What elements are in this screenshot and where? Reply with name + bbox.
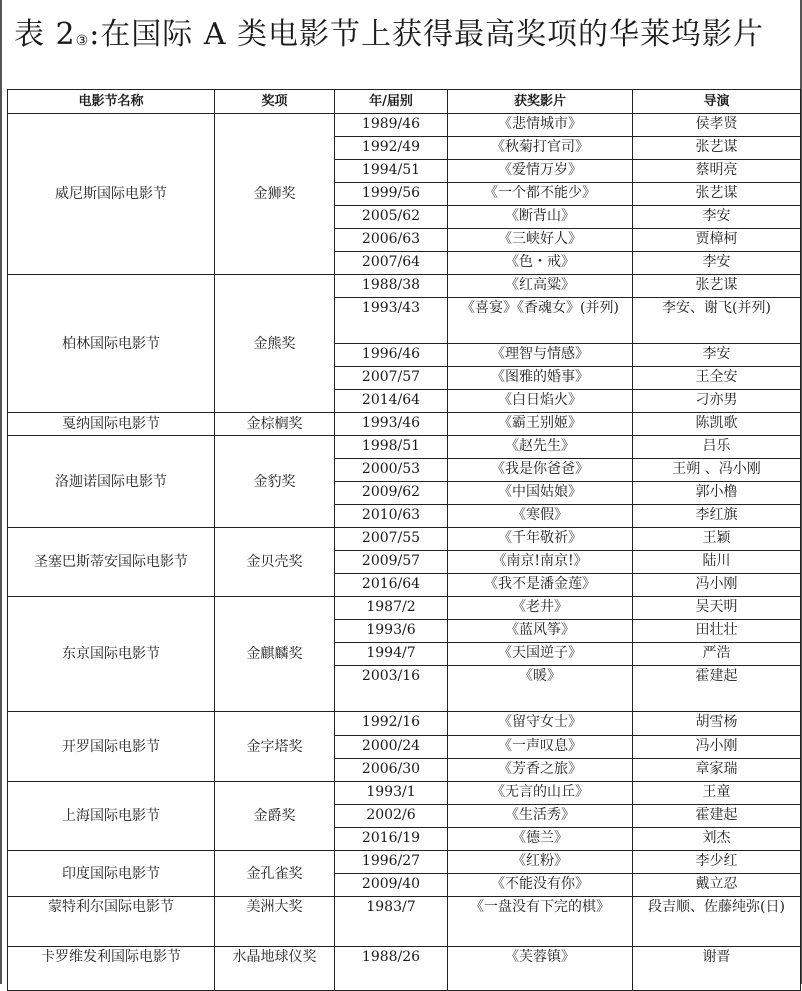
award-name-cell: 水晶地球仪奖 (215, 947, 335, 991)
film-title-cell: 《色・戒》 (448, 252, 633, 275)
director-cell: 吕乐 (633, 436, 801, 459)
year-cell: 1989/46 (335, 114, 448, 137)
award-table-container (7, 89, 800, 984)
award-name-cell: 美洲大奖 (215, 897, 335, 947)
director-cell: 王颖 (633, 528, 801, 551)
year-cell: 1988/38 (335, 275, 448, 298)
year-cell: 1992/49 (335, 137, 448, 160)
year-cell: 2007/64 (335, 252, 448, 275)
director-cell: 李安、谢飞(并列) (633, 298, 801, 344)
table-caption (14, 10, 794, 60)
year-cell: 1992/16 (335, 712, 448, 736)
header-director: 导演 (633, 90, 801, 114)
director-cell: 霍建起 (633, 666, 801, 712)
director-cell: 严浩 (633, 643, 801, 666)
festival-name-cell: 戛纳国际电影节 (8, 413, 215, 436)
film-title-cell: 《理智与情感》 (448, 344, 633, 367)
director-cell: 谢晋 (633, 947, 801, 991)
year-cell: 1988/26 (335, 947, 448, 991)
year-cell: 1998/51 (335, 436, 448, 459)
film-title-cell: 《红粉》 (448, 851, 633, 874)
year-cell: 2010/63 (335, 505, 448, 528)
table-row (8, 436, 801, 459)
film-title-cell: 《我不是潘金莲》 (448, 574, 633, 597)
year-cell: 2005/62 (335, 206, 448, 229)
director-cell: 刁亦男 (633, 390, 801, 413)
year-cell: 1993/1 (335, 782, 448, 805)
year-cell: 2009/57 (335, 551, 448, 574)
award-name-cell: 金爵奖 (215, 782, 335, 851)
header-award: 奖项 (215, 90, 335, 114)
table-row (8, 597, 801, 620)
header-row (8, 90, 801, 114)
film-title-cell: 《天国逆子》 (448, 643, 633, 666)
film-title-cell: 《无言的山丘》 (448, 782, 633, 805)
award-name-cell: 金豹奖 (215, 436, 335, 528)
header-film: 获奖影片 (448, 90, 633, 114)
director-cell: 田壮壮 (633, 620, 801, 643)
film-title-cell: 《悲情城市》 (448, 114, 633, 137)
year-cell: 2002/6 (335, 805, 448, 828)
film-title-cell: 《芳香之旅》 (448, 759, 633, 782)
year-cell: 2009/40 (335, 874, 448, 897)
caption-text: :在国际 A 类电影节上获得最高奖项的华莱坞影片 (89, 17, 765, 52)
film-title-cell: 《寒假》 (448, 505, 633, 528)
film-title-cell: 《秋菊打官司》 (448, 137, 633, 160)
director-cell: 李安 (633, 344, 801, 367)
film-title-cell: 《千年敬祈》 (448, 528, 633, 551)
year-cell: 2000/24 (335, 736, 448, 759)
year-cell: 2007/57 (335, 367, 448, 390)
year-cell: 1994/7 (335, 643, 448, 666)
film-title-cell: 《一声叹息》 (448, 736, 633, 759)
film-title-cell: 《爱情万岁》 (448, 160, 633, 183)
director-cell: 侯孝贤 (633, 114, 801, 137)
year-cell: 2007/55 (335, 528, 448, 551)
year-cell: 1996/27 (335, 851, 448, 874)
film-title-cell: 《断背山》 (448, 206, 633, 229)
year-cell: 2006/63 (335, 229, 448, 252)
table-row (8, 413, 801, 436)
table-row (8, 782, 801, 805)
director-cell: 张艺谋 (633, 137, 801, 160)
table-row (8, 712, 801, 736)
table-row (8, 897, 801, 947)
award-name-cell: 金字塔奖 (215, 712, 335, 782)
year-cell: 2016/19 (335, 828, 448, 851)
year-cell: 1983/7 (335, 897, 448, 947)
director-cell: 张艺谋 (633, 183, 801, 206)
festival-name-cell: 开罗国际电影节 (8, 712, 215, 782)
director-cell: 段吉顺、佐藤纯弥(日) (633, 897, 801, 947)
festival-name-cell: 威尼斯国际电影节 (8, 114, 215, 275)
film-title-cell: 《芙蓉镇》 (448, 947, 633, 991)
director-cell: 郭小橹 (633, 482, 801, 505)
header-festival: 电影节名称 (8, 90, 215, 114)
director-cell: 戴立忍 (633, 874, 801, 897)
page-border-left (0, 0, 2, 984)
director-cell: 王朔 、冯小刚 (633, 459, 801, 482)
director-cell: 霍建起 (633, 805, 801, 828)
festival-name-cell: 卡罗维发利国际电影节 (8, 947, 215, 991)
year-cell: 1993/6 (335, 620, 448, 643)
film-title-cell: 《中国姑娘》 (448, 482, 633, 505)
director-cell: 李红旗 (633, 505, 801, 528)
year-cell: 1994/51 (335, 160, 448, 183)
table-row (8, 851, 801, 874)
director-cell: 贾樟柯 (633, 229, 801, 252)
film-title-cell: 《白日焰火》 (448, 390, 633, 413)
film-title-cell: 《三峡好人》 (448, 229, 633, 252)
director-cell: 张艺谋 (633, 275, 801, 298)
table-row (8, 528, 801, 551)
caption-label: 表 2 (14, 17, 76, 52)
award-name-cell: 金熊奖 (215, 275, 335, 413)
year-cell: 1987/2 (335, 597, 448, 620)
year-cell: 1993/43 (335, 298, 448, 344)
film-title-cell: 《我是你爸爸》 (448, 459, 633, 482)
festival-name-cell: 蒙特利尔国际电影节 (8, 897, 215, 947)
film-title-cell: 《暖》 (448, 666, 633, 712)
director-cell: 胡雪杨 (633, 712, 801, 736)
film-title-cell: 《不能没有你》 (448, 874, 633, 897)
film-title-cell: 《一盘没有下完的棋》 (448, 897, 633, 947)
festival-name-cell: 东京国际电影节 (8, 597, 215, 712)
director-cell: 吴天明 (633, 597, 801, 620)
year-cell: 2000/53 (335, 459, 448, 482)
year-cell: 1993/46 (335, 413, 448, 436)
director-cell: 章家瑞 (633, 759, 801, 782)
director-cell: 刘杰 (633, 828, 801, 851)
year-cell: 1999/56 (335, 183, 448, 206)
film-title-cell: 《德兰》 (448, 828, 633, 851)
table-row (8, 275, 801, 298)
director-cell: 冯小刚 (633, 574, 801, 597)
film-title-cell: 《蓝风筝》 (448, 620, 633, 643)
film-title-cell: 《图雅的婚事》 (448, 367, 633, 390)
award-name-cell: 金贝壳奖 (215, 528, 335, 597)
festival-name-cell: 圣塞巴斯蒂安国际电影节 (8, 528, 215, 597)
year-cell: 2009/62 (335, 482, 448, 505)
festival-name-cell: 印度国际电影节 (8, 851, 215, 897)
year-cell: 1996/46 (335, 344, 448, 367)
footnote-marker: ③ (75, 33, 90, 49)
director-cell: 王童 (633, 782, 801, 805)
award-table (7, 89, 801, 991)
table-body (8, 114, 801, 991)
director-cell: 李安 (633, 206, 801, 229)
director-cell: 陆川 (633, 551, 801, 574)
film-title-cell: 《赵先生》 (448, 436, 633, 459)
director-cell: 陈凯歌 (633, 413, 801, 436)
director-cell: 冯小刚 (633, 736, 801, 759)
award-name-cell: 金麒麟奖 (215, 597, 335, 712)
award-name-cell: 金狮奖 (215, 114, 335, 275)
film-title-cell: 《老井》 (448, 597, 633, 620)
award-name-cell: 金棕榈奖 (215, 413, 335, 436)
film-title-cell: 《生活秀》 (448, 805, 633, 828)
film-title-cell: 《红高粱》 (448, 275, 633, 298)
film-title-cell: 《南京!南京!》 (448, 551, 633, 574)
festival-name-cell: 柏林国际电影节 (8, 275, 215, 413)
film-title-cell: 《留守女士》 (448, 712, 633, 736)
director-cell: 李少红 (633, 851, 801, 874)
director-cell: 蔡明亮 (633, 160, 801, 183)
film-title-cell: 《霸王别姬》 (448, 413, 633, 436)
award-name-cell: 金孔雀奖 (215, 851, 335, 897)
festival-name-cell: 上海国际电影节 (8, 782, 215, 851)
film-title-cell: 《喜宴》《香魂女》(并列) (448, 298, 633, 344)
year-cell: 2016/64 (335, 574, 448, 597)
year-cell: 2006/30 (335, 759, 448, 782)
director-cell: 李安 (633, 252, 801, 275)
film-title-cell: 《一个都不能少》 (448, 183, 633, 206)
table-row (8, 114, 801, 137)
header-year: 年/届别 (335, 90, 448, 114)
year-cell: 2014/64 (335, 390, 448, 413)
festival-name-cell: 洛迦诺国际电影节 (8, 436, 215, 528)
director-cell: 王全安 (633, 367, 801, 390)
year-cell: 2003/16 (335, 666, 448, 712)
